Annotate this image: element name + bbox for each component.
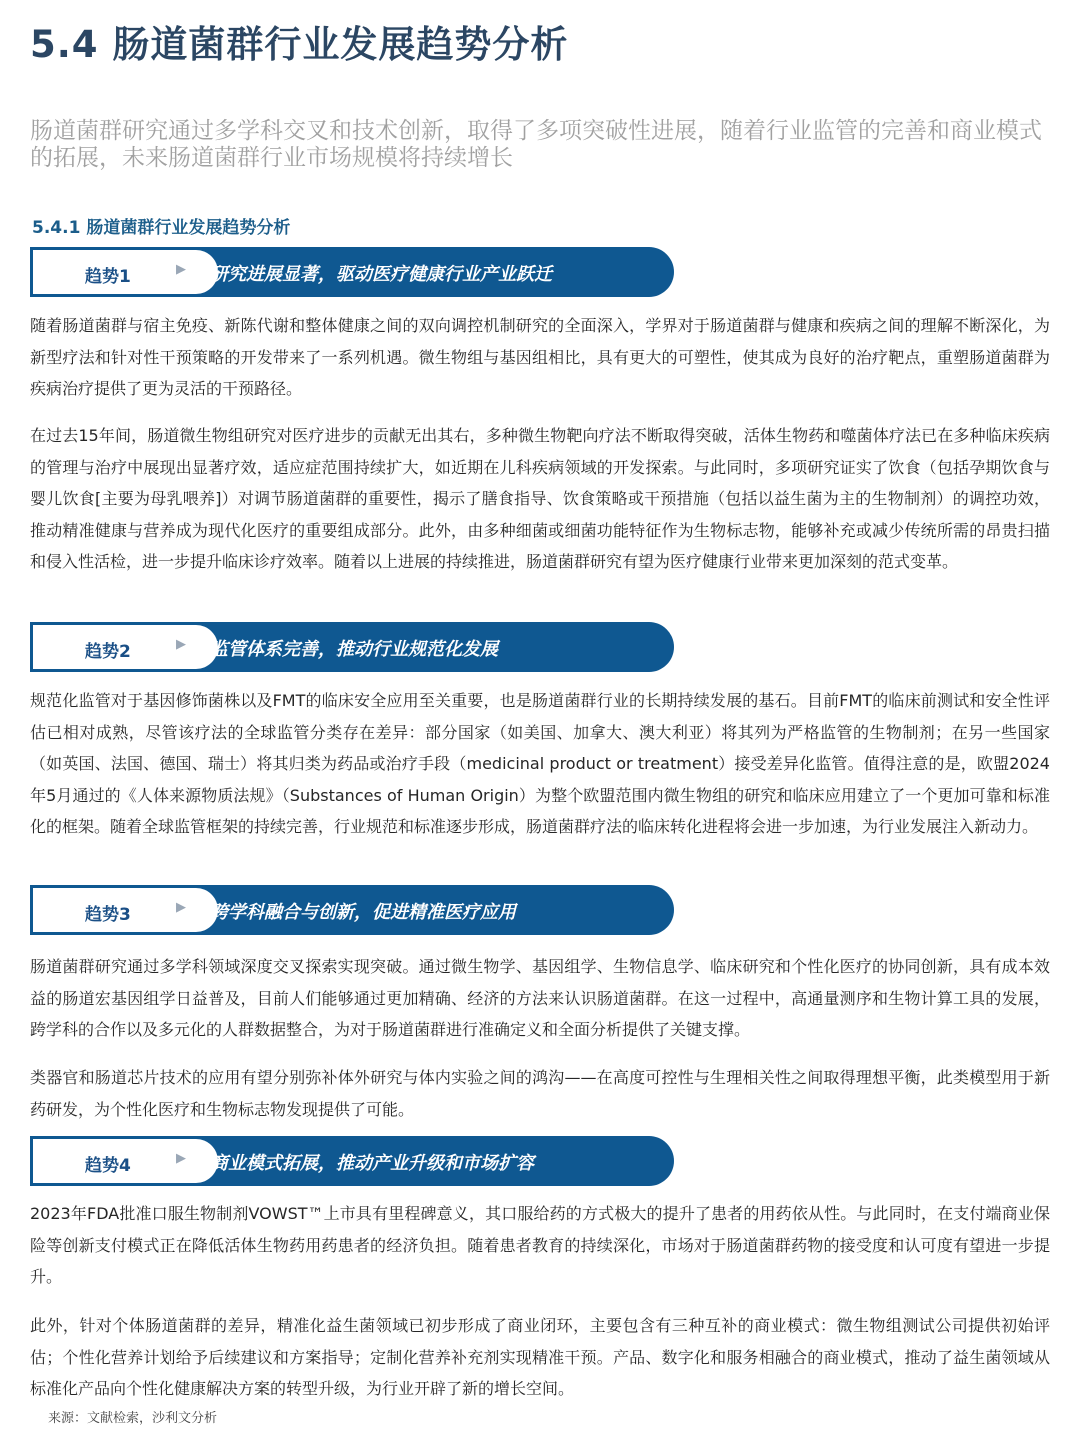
chevron-right-icon: ▶ — [176, 637, 186, 652]
paragraph: 规范化监管对于基因修饰菌株以及FMT的临床安全应用至关重要，也是肠道菌群行业的长期持续发展的基石。目前FMT的临床前测试和安全性评估已相对成熟，尽管该疗法的全球监管分类存在差异：部分国家（如美国、加拿大、澳大利亚）将其列为严格监管的生物制剂；在另一些国家（如英国、法国、德国、瑞士）将其归类为药品或治疗手段（medicinal product or treatment）接受差异化监管。值得注意的是，欧盟2024年5月通过的《人体来源物质法规》（Substances of Human Origin）为整个欧盟范围内微生物组的研究和临床应用建立了一个更加可靠和标准化的框架。随着全球监管框架的持续完善，行业规范和标准逐步形成，肠道菌群疗法的临床转化进程将会进一步加速，为行业发展注入新动力。 — [30, 691, 1050, 836]
source-note: 来源：文献检索，沙利文分析 — [48, 1411, 218, 1426]
paragraph: 类器官和肠道芯片技术的应用有望分别弥补体外研究与体内实验之间的鸿沟——在高度可控性与生理相关性之间取得理想平衡，此类模型用于新药研发，为个性化医疗和生物标志物发现提供了可能。 — [30, 1068, 1050, 1119]
page-subtitle: 肠道菌群研究通过多学科交叉和技术创新，取得了多项突破性进展，随着行业监管的完善和商业模式的拓展，未来肠道菌群行业市场规模将持续增长 — [30, 118, 1042, 171]
trend-tab — [33, 250, 218, 294]
paragraph: 2023年FDA批准口服生物制剂VOWST™上市具有里程碑意义，其口服给药的方式极大的提升了患者的用药依从性。与此同时，在支付端商业保险等创新支付模式正在降低活体生物药用药患者的经济负担。随着患者教育的持续深化，市场对于肠道菌群药物的接受度和认可度有望进一步提升。 — [30, 1204, 1050, 1286]
trend-banner-3 — [30, 885, 674, 935]
trend-tab — [33, 1139, 218, 1183]
paragraph: 此外，针对个体肠道菌群的差异，精准化益生菌领域已初步形成了商业闭环，主要包含有三种互补的商业模式：微生物组测试公司提供初始评估；个性化营养计划给予后续建议和方案指导；定制化营养补充剂实现精准干预。产品、数字化和服务相融合的商业模式，推动了益生菌领域从标准化产品向个性化健康解决方案的转型升级，为行业开辟了新的增长空间。 — [30, 1316, 1050, 1398]
trend-title: 研究进展显著，驱动医疗健康行业产业跃迁 — [210, 264, 552, 285]
trend-banner-2 — [30, 622, 674, 672]
chevron-right-icon: ▶ — [176, 900, 186, 915]
trend-label: 趋势1 — [85, 267, 131, 287]
chevron-right-icon: ▶ — [176, 262, 186, 277]
trend-title: 商业模式拓展，推动产业升级和市场扩容 — [210, 1153, 534, 1174]
paragraph: 随着肠道菌群与宿主免疫、新陈代谢和整体健康之间的双向调控机制研究的全面深入，学界对于肠道菌群与健康和疾病之间的理解不断深化，为新型疗法和针对性干预策略的开发带来了一系列机遇。微生物组与基因组相比，具有更大的可塑性，使其成为良好的治疗靶点，重塑肠道菌群为疾病治疗提供了更为灵活的干预路径。 — [30, 316, 1050, 398]
trend-title: 监管体系完善，推动行业规范化发展 — [210, 639, 498, 660]
page-title: 5.4 肠道菌群行业发展趋势分析 — [30, 23, 569, 66]
trend-label: 趋势2 — [85, 642, 131, 662]
paragraph: 肠道菌群研究通过多学科领域深度交叉探索实现突破。通过微生物学、基因组学、生物信息学、临床研究和个性化医疗的协同创新，具有成本效益的肠道宏基因组学日益普及，目前人们能够通过更加精确、经济的方法来认识肠道菌群。在这一过程中，高通量测序和生物计算工具的发展，跨学科的合作以及多元化的人群数据整合，为对于肠道菌群进行准确定义和全面分析提供了关键支撑。 — [30, 957, 1050, 1039]
trend-tab — [33, 625, 218, 669]
section-heading: 5.4.1 肠道菌群行业发展趋势分析 — [32, 218, 291, 238]
trend-title: 跨学科融合与创新，促进精准医疗应用 — [210, 902, 516, 923]
trend-label: 趋势3 — [85, 905, 131, 925]
trend-label: 趋势4 — [85, 1156, 131, 1176]
chevron-right-icon: ▶ — [176, 1151, 186, 1166]
trend-banner-1 — [30, 247, 674, 297]
paragraph: 在过去15年间，肠道微生物组研究对医疗进步的贡献无出其右，多种微生物靶向疗法不断取得突破，活体生物药和噬菌体疗法已在多种临床疾病的管理与治疗中展现出显著疗效，适应症范围持续扩大，如近期在儿科疾病领域的开发探索。与此同时，多项研究证实了饮食（包括孕期饮食与婴儿饮食[主要为母乳喂养]）对调节肠道菌群的重要性，揭示了膳食指导、饮食策略或干预措施（包括以益生菌为主的生物制剂）的调控功效，推动精准健康与营养成为现代化医疗的重要组成部分。此外，由多种细菌或细菌功能特征作为生物标志物，能够补充或减少传统所需的昂贵扫描和侵入性活检，进一步提升临床诊疗效率。随着以上进展的持续推进，肠道菌群研究有望为医疗健康行业带来更加深刻的范式变革。 — [30, 426, 1050, 571]
trend-banner-4 — [30, 1136, 674, 1186]
trend-tab — [33, 888, 218, 932]
